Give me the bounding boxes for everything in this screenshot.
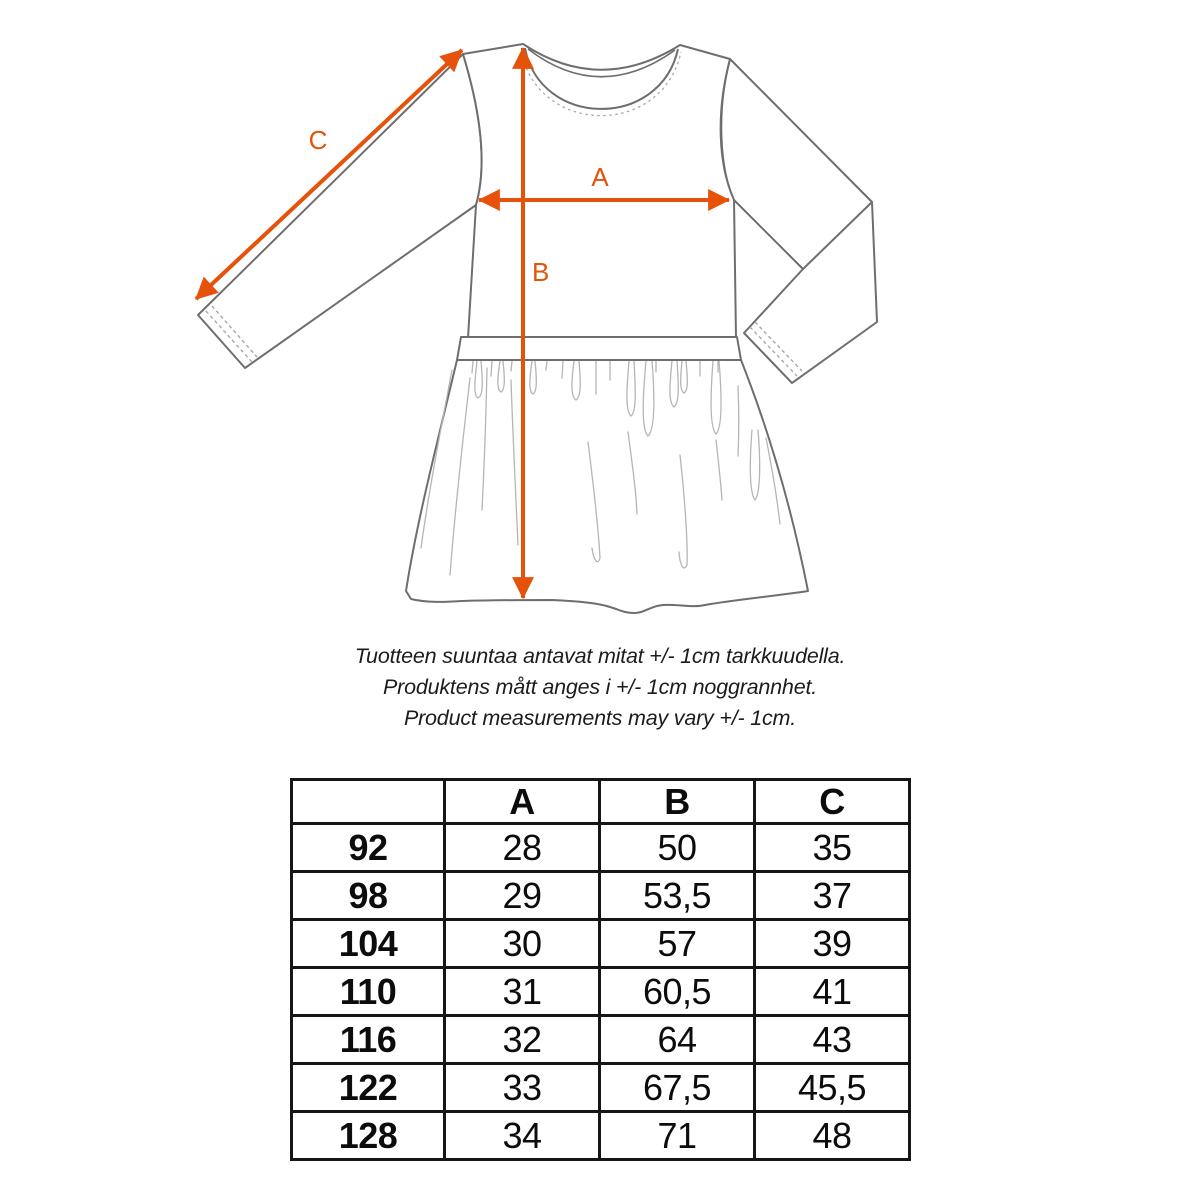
table-row-122 (292, 1064, 910, 1112)
value-cell-b: 71 (600, 1112, 755, 1160)
value-cell-b: 53,5 (600, 872, 755, 920)
table-row-128 (292, 1112, 910, 1160)
value-cell-b: 60,5 (600, 968, 755, 1016)
note-line-swedish: Produktens mått anges i +/- 1cm noggrannhet. (383, 675, 817, 699)
value-cell-c: 43 (755, 1016, 910, 1064)
measurement-notes (0, 641, 1200, 734)
table-row-110 (292, 968, 910, 1016)
value-cell-b: 50 (600, 824, 755, 872)
table-row-116 (292, 1016, 910, 1064)
value-cell-c: 35 (755, 824, 910, 872)
value-cell-a: 33 (445, 1064, 600, 1112)
size-cell: 110 (292, 968, 445, 1016)
value-cell-a: 31 (445, 968, 600, 1016)
value-cell-b: 64 (600, 1016, 755, 1064)
value-cell-c: 41 (755, 968, 910, 1016)
value-cell-a: 32 (445, 1016, 600, 1064)
measure-label-a: A (591, 162, 609, 192)
table-row-92 (292, 824, 910, 872)
note-line-english: Product measurements may vary +/- 1cm. (403, 706, 797, 730)
size-table-header-row (292, 780, 910, 824)
header-cell-b: B (600, 780, 755, 824)
size-cell: 128 (292, 1112, 445, 1160)
value-cell-c: 48 (755, 1112, 910, 1160)
value-cell-c: 45,5 (755, 1064, 910, 1112)
measure-label-c: C (308, 125, 328, 155)
value-cell-b: 67,5 (600, 1064, 755, 1112)
value-cell-a: 30 (445, 920, 600, 968)
measure-label-b: B (532, 257, 550, 287)
value-cell-c: 39 (755, 920, 910, 968)
value-cell-a: 29 (445, 872, 600, 920)
header-cell-a: A (445, 780, 600, 824)
waistband (457, 337, 741, 360)
value-cell-c: 37 (755, 872, 910, 920)
skirt (406, 360, 808, 613)
size-cell: 92 (292, 824, 445, 872)
table-row-98 (292, 872, 910, 920)
note-line-finnish: Tuotteen suuntaa antavat mitat +/- 1cm tarkkuudella. (354, 644, 846, 668)
size-cell: 104 (292, 920, 445, 968)
value-cell-b: 57 (600, 920, 755, 968)
value-cell-a: 28 (445, 824, 600, 872)
size-cell: 122 (292, 1064, 445, 1112)
left-sleeve (198, 54, 482, 368)
value-cell-a: 34 (445, 1112, 600, 1160)
header-cell-size (292, 780, 445, 824)
size-cell: 98 (292, 872, 445, 920)
table-row-104 (292, 920, 910, 968)
header-cell-c: C (755, 780, 910, 824)
size-table (290, 778, 911, 1161)
size-cell: 116 (292, 1016, 445, 1064)
